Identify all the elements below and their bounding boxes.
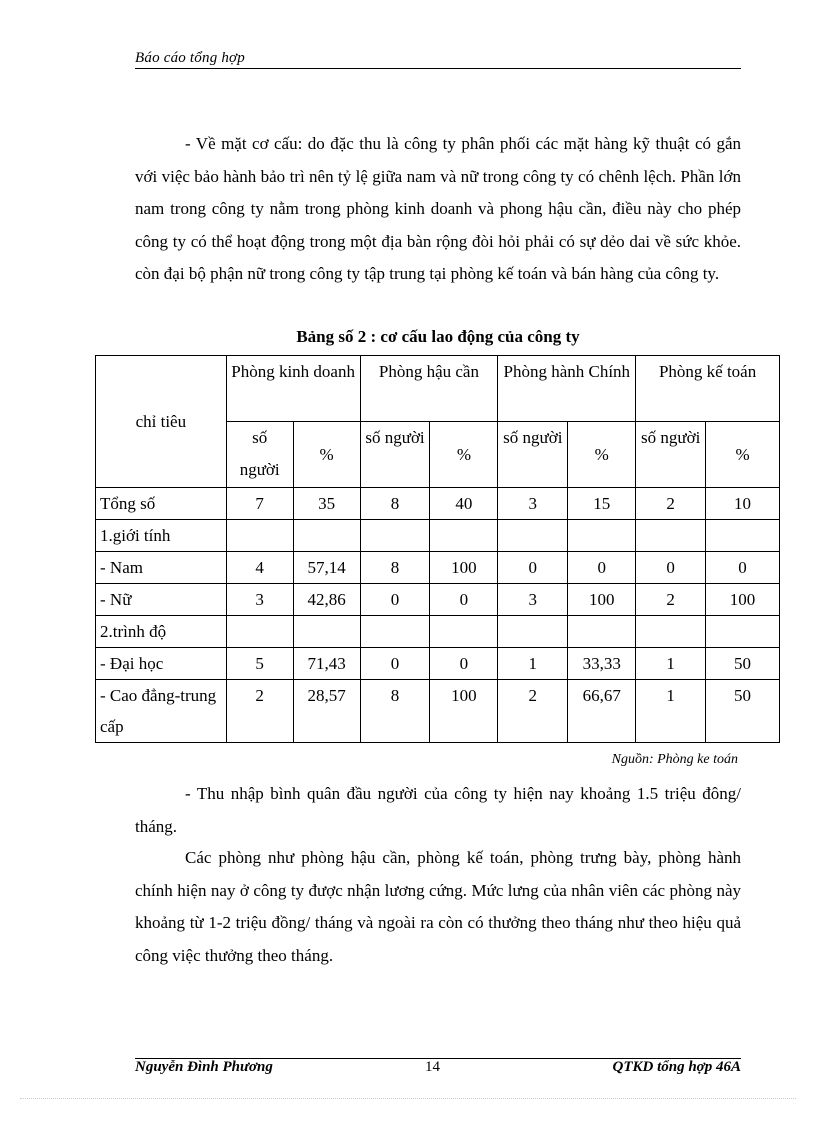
table-cell: 0 — [430, 584, 498, 616]
sub-header-count: số người — [226, 422, 293, 488]
table-cell: 35 — [293, 488, 360, 520]
dept-header: Phòng kinh doanh — [226, 356, 360, 422]
table-row — [96, 648, 780, 680]
table-cell: 57,14 — [293, 552, 360, 584]
footer-author: Nguyễn Đình Phương — [135, 1059, 273, 1075]
table-cell — [636, 616, 706, 648]
table-cell: 15 — [568, 488, 636, 520]
sub-header-pct: % — [293, 422, 360, 488]
table-cell: 0 — [430, 648, 498, 680]
sub-header-pct: % — [568, 422, 636, 488]
table-cell: 2 — [636, 584, 706, 616]
labor-structure-table — [95, 355, 780, 743]
row-label: 1.giới tính — [96, 520, 227, 552]
table-cell: 66,67 — [568, 680, 636, 743]
table-cell: 2 — [498, 680, 568, 743]
table-title: Bảng số 2 : cơ cấu lao động của công ty — [296, 327, 580, 346]
table-cell: 3 — [226, 584, 293, 616]
table-cell: 8 — [360, 552, 430, 584]
header-rule — [135, 68, 741, 69]
table-cell — [568, 616, 636, 648]
table-cell — [498, 616, 568, 648]
sub-header-count: số người — [360, 422, 430, 488]
table-cell — [568, 520, 636, 552]
table-cell: 3 — [498, 584, 568, 616]
dept-header: Phòng kế toán — [636, 356, 780, 422]
table-source: Nguồn: Phòng ke toán — [611, 752, 738, 767]
page-number: 14 — [425, 1059, 440, 1075]
table-row — [96, 488, 780, 520]
table-cell: 71,43 — [293, 648, 360, 680]
table-cell: 33,33 — [568, 648, 636, 680]
table-cell: 100 — [430, 680, 498, 743]
sub-header-count: số người — [636, 422, 706, 488]
table-cell: 3 — [498, 488, 568, 520]
table-cell: 7 — [226, 488, 293, 520]
row-label: - Nữ — [96, 584, 227, 616]
table-cell — [293, 616, 360, 648]
table-cell — [498, 520, 568, 552]
sub-header-pct: % — [430, 422, 498, 488]
running-header: Báo cáo tổng hợp — [135, 50, 245, 66]
table-cell: 0 — [568, 552, 636, 584]
page-edge — [20, 1098, 796, 1099]
table-cell — [706, 616, 780, 648]
table-cell: 50 — [706, 648, 780, 680]
table-row — [96, 552, 780, 584]
row-label: 2.trình độ — [96, 616, 227, 648]
table-cell: 8 — [360, 488, 430, 520]
table-cell — [226, 520, 293, 552]
table-cell: 40 — [430, 488, 498, 520]
table-cell: 2 — [226, 680, 293, 743]
table-body — [96, 488, 780, 743]
row-label: Tổng số — [96, 488, 227, 520]
table-cell: 4 — [226, 552, 293, 584]
table-cell: 0 — [498, 552, 568, 584]
paragraph-salary — [135, 842, 741, 972]
table-cell: 8 — [360, 680, 430, 743]
table-cell: 10 — [706, 488, 780, 520]
table-cell: 0 — [636, 552, 706, 584]
table-row — [96, 680, 780, 743]
table-row — [96, 616, 780, 648]
dept-header: Phòng hậu cần — [360, 356, 498, 422]
table-cell: 100 — [568, 584, 636, 616]
table-cell — [226, 616, 293, 648]
paragraph-structure-text: - Về mặt cơ cấu: do đặc thu là công ty phân phối các mặt hàng kỹ thuật có gắn với việc bảo hành bảo trì nên tỷ lệ giữa nam và nữ trong công ty có chênh lệch. Phần lớn nam trong công ty nằm trong phòng kinh doanh và phong hậu cần, điều này cho phép công ty có thể hoạt động trong một địa bàn rộng đòi hỏi phải có sự dẻo dai về sức khỏe. còn đại bộ phận nữ trong công ty tập trung tại phòng kế toán và bán hàng của công ty. — [135, 134, 741, 284]
dept-header: Phòng hành Chính — [498, 356, 636, 422]
footer-class: QTKD tổng hợp 46A — [612, 1059, 741, 1075]
table-cell — [360, 520, 430, 552]
table-cell: 50 — [706, 680, 780, 743]
table-cell: 0 — [360, 584, 430, 616]
table-row — [96, 584, 780, 616]
table-cell: 5 — [226, 648, 293, 680]
table-cell — [360, 616, 430, 648]
table-cell — [706, 520, 780, 552]
table-cell: 2 — [636, 488, 706, 520]
table-cell: 28,57 — [293, 680, 360, 743]
table-cell: 1 — [636, 648, 706, 680]
row-label: - Nam — [96, 552, 227, 584]
paragraph-salary-text: Các phòng như phòng hậu cần, phòng kế toán, phòng trưng bày, phòng hành chính hiện nay ở công ty được nhận lương cứng. Mức lưng của nhân viên các phòng này khoảng từ 1-2 triệu đồng/ tháng và ngoài ra còn có thưởng theo tháng như theo hiệu quả công việc thưởng theo tháng. — [135, 848, 741, 965]
paragraph-income — [135, 778, 741, 843]
table-cell — [636, 520, 706, 552]
table-cell: 42,86 — [293, 584, 360, 616]
sub-header-pct: % — [706, 422, 780, 488]
table-cell: 100 — [430, 552, 498, 584]
table-cell: 0 — [360, 648, 430, 680]
table-cell — [293, 520, 360, 552]
table-cell — [430, 520, 498, 552]
paragraph-structure — [135, 128, 741, 291]
table-cell: 0 — [706, 552, 780, 584]
table-row — [96, 520, 780, 552]
paragraph-income-text: - Thu nhập bình quân đầu người của công ty hiện nay khoảng 1.5 triệu đông/ tháng. — [135, 784, 741, 836]
table-cell: 1 — [636, 680, 706, 743]
corner-header: chỉ tiêu — [96, 356, 227, 488]
table-cell: 100 — [706, 584, 780, 616]
table-cell — [430, 616, 498, 648]
sub-header-count: số người — [498, 422, 568, 488]
table-cell: 1 — [498, 648, 568, 680]
row-label: - Cao đẳng-trung cấp — [96, 680, 227, 743]
row-label: - Đại học — [96, 648, 227, 680]
